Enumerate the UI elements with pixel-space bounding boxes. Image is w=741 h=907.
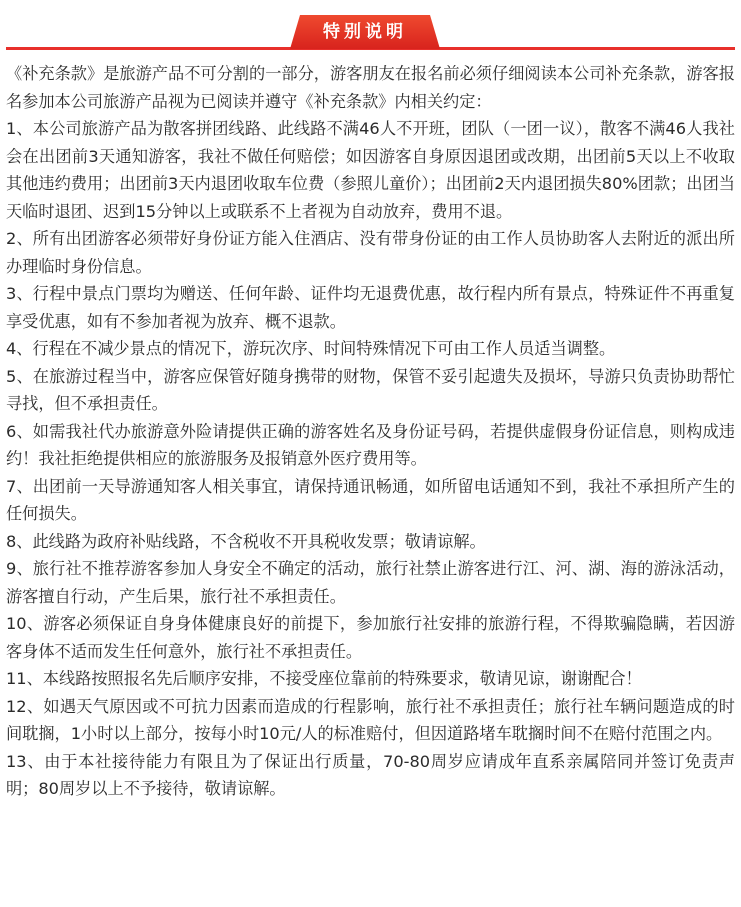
terms-item-8: 8、此线路为政府补贴线路，不含税收不开具税收发票；敬请谅解。 bbox=[6, 531, 486, 551]
terms-item-11: 11、本线路按照报名先后顺序安排，不接受座位靠前的特殊要求，敬请见谅，谢谢配合！ bbox=[6, 669, 642, 688]
terms-item-10: 10、游客必须保证自身身体健康良好的前提下，参加旅行社安排的旅游行程，不得欺骗隐瞒，若因游客身体不适而发生任何意外，旅行社不承担责任。 bbox=[6, 614, 735, 661]
terms-item-12: 12、如遇天气原因或不可抗力因素而造成的行程影响，旅行社不承担责任；旅行社车辆问题造成的时间耽搁，1小时以上部分，按每小时10元/人的标准赔付，但因道路堵车耽搁时间不在赔付范围之内。 bbox=[6, 696, 735, 743]
terms-content bbox=[6, 60, 735, 803]
terms-item-1: 1、本公司旅游产品为散客拼团线路、此线路不满46人不开班，团队（一团一议），散客不满46人我社会在出团前3天通知游客，我社不做任何赔偿；如因游客自身原因退团或改期，出团前5天以上不收取其他违约费用；出团前3天内退团收取车位费（参照儿童价）；出团前2天内退团损失80%团款；出团当天临时退团、迟到15分钟以上或联系不上者视为自动放弃，费用不退。 bbox=[6, 119, 735, 221]
terms-item-9: 9、旅行社不推荐游客参加人身安全不确定的活动，旅行社禁止游客进行江、河、湖、海的游泳活动，游客擅自行动，产生后果，旅行社不承担责任。 bbox=[6, 559, 735, 606]
terms-item-6: 6、如需我社代办旅游意外险请提供正确的游客姓名及身份证号码，若提供虚假身份证信息，则构成违约！我社拒绝提供相应的旅游服务及报销意外医疗费用等。 bbox=[6, 421, 735, 468]
terms-item-4: 4、行程在不减少景点的情况下，游玩次序、时间特殊情况下可由工作人员适当调整。 bbox=[6, 339, 616, 358]
header-title-tab bbox=[290, 15, 440, 49]
terms-item-2: 2、所有出团游客必须带好身份证方能入住酒店、没有带身份证的由工作人员协助客人去附近的派出所办理临时身份信息。 bbox=[6, 229, 735, 276]
section-header bbox=[0, 0, 741, 52]
terms-item-3: 3、行程中景点门票均为赠送、任何年龄、证件均无退费优惠，故行程内所有景点，特殊证件不再重复享受优惠，如有不参加者视为放弃、概不退款。 bbox=[6, 284, 735, 331]
terms-item-5: 5、在旅游过程当中，游客应保管好随身携带的财物，保管不妥引起遗失及损坏，导游只负责协助帮忙寻找，但不承担责任。 bbox=[6, 366, 735, 413]
page-title: 特别说明 bbox=[323, 22, 407, 42]
terms-item-7: 7、出团前一天导游通知客人相关事宜，请保持通讯畅通，如所留电话通知不到，我社不承担所产生的任何损失。 bbox=[6, 476, 735, 523]
terms-item-13: 13、由于本社接待能力有限且为了保证出行质量，70-80周岁应请成年直系亲属陪同并签订免责声明；80周岁以上不予接待，敬请谅解。 bbox=[6, 751, 735, 798]
terms-intro: 《补充条款》是旅游产品不可分割的一部分，游客朋友在报名前必须仔细阅读本公司补充条款，游客报名参加本公司旅游产品视为已阅读并遵守《补充条款》内相关约定： bbox=[6, 64, 735, 111]
